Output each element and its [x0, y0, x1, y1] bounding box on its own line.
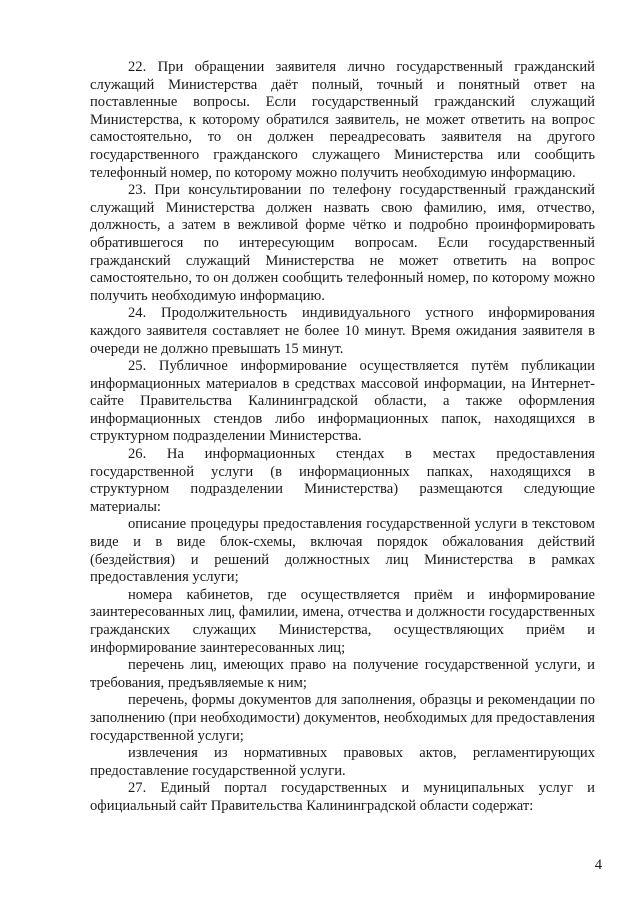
- paragraph-27: 27. Единый портал государственных и муниципальных услуг и официальный сайт Правительства Калининградской области содержат:: [90, 780, 595, 814]
- paragraph-26: 26. На информационных стендах в местах предоставления государственной услуги (в информационных папках, находящихся в структурном подразделении Министерства) размещаются следующие материалы:: [90, 446, 595, 515]
- list-item-eligible-persons: перечень лиц, имеющих право на получение государственной услуги, и требования, предъявляемые к ним;: [90, 657, 595, 691]
- list-item-office-numbers: номера кабинетов, где осуществляется приём и информирование заинтересованных лиц, фамилии, имена, отчества и должности государственных гражданских служащих Министерства, осуществляющих приём и информирование заинтересованных лиц;: [90, 586, 595, 656]
- body-text: [90, 59, 595, 816]
- list-item-legal-extracts: извлечения из нормативных правовых актов, регламентирующих предоставление государственной услуги.: [90, 745, 595, 779]
- paragraph-22: 22. При обращении заявителя лично государственный гражданский служащий Министерства даёт полный, точный и понятный ответ на поставленные вопросы. Если государственный гражданский служащий Министерства, к которому обратился заявитель, не может ответить на вопрос самостоятельно, то он должен переадресовать заявителя на другого государственного гражданского служащего Министерства или сообщить телефонный номер, по которому можно получить необходимую информацию.: [90, 59, 595, 181]
- paragraph-25: 25. Публичное информирование осуществляется путём публикации информационных материалов в средствах массовой информации, на Интернет-сайте Правительства Калининградской области, а также оформления информационных стендов либо информационных папок, находящихся в структурном подразделении Министерства.: [90, 358, 595, 445]
- page-number: 4: [594, 857, 602, 873]
- list-item-procedure-description: описание процедуры предоставления государственной услуги в текстовом виде и в виде блок-схемы, включая порядок обжалования действий (бездействия) и решений должностных лиц Министерства в рамках предоставления услуги;: [90, 516, 595, 586]
- paragraph-24: 24. Продолжительность индивидуального устного информирования каждого заявителя составляет не более 10 минут. Время ожидания заявителя в очереди не должно превышать 15 минут.: [90, 305, 595, 357]
- list-item-document-forms: перечень, формы документов для заполнения, образцы и рекомендации по заполнению (при необходимости) документов, необходимых для предоставления государственной услуги;: [90, 692, 595, 744]
- paragraph-23: 23. При консультировании по телефону государственный гражданский служащий Министерства должен назвать свою фамилию, имя, отчество, должность, а затем в вежливой форме чётко и подробно проинформировать обратившегося по интересующим вопросам. Если государственный гражданский служащий Министерства не может ответить на вопрос самостоятельно, то он должен сообщить телефонный номер, по которому можно получить необходимую информацию.: [90, 182, 595, 304]
